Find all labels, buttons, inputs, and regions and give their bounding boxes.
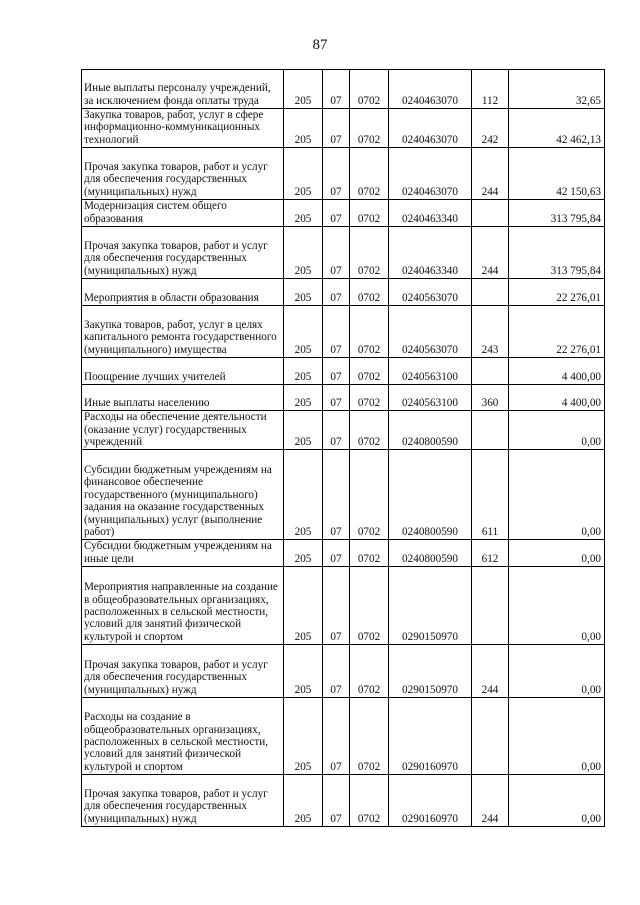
expense-type-code: 112	[472, 70, 509, 109]
table-row	[82, 70, 605, 109]
table-row	[82, 385, 605, 411]
amount: 42 462,13	[509, 109, 605, 148]
amount: 0,00	[509, 540, 605, 567]
section-code: 07	[323, 306, 350, 358]
subsection-code: 0702	[350, 645, 389, 698]
amount: 4 400,00	[509, 385, 605, 411]
expense-name: Мероприятия в области образования	[82, 279, 284, 306]
admin-code: 205	[284, 200, 323, 227]
table-row	[82, 411, 605, 450]
subsection-code: 0702	[350, 200, 389, 227]
expense-type-code: 244	[472, 645, 509, 698]
target-article-code: 0240463340	[389, 200, 472, 227]
target-article-code: 0240463070	[389, 148, 472, 200]
section-code: 07	[323, 698, 350, 775]
admin-code: 205	[284, 540, 323, 567]
subsection-code: 0702	[350, 70, 389, 109]
section-code: 07	[323, 775, 350, 827]
table-row	[82, 227, 605, 279]
target-article-code: 0240463070	[389, 109, 472, 148]
expense-name: Закупка товаров, работ, услуг в целях капитального ремонта государственного (муниципального) имущества	[82, 306, 284, 358]
expense-name: Расходы на создание в общеобразовательных организациях, расположенных в сельской местности, условий для занятий физической культурой и спортом	[82, 698, 284, 775]
expense-name: Мероприятия направленные на создание в общеобразовательных организациях, расположенных в сельской местности, условий для занятий физической культурой и спортом	[82, 567, 284, 645]
target-article-code: 0240563100	[389, 358, 472, 385]
table-row	[82, 200, 605, 227]
target-article-code: 0240563070	[389, 279, 472, 306]
target-article-code: 0290160970	[389, 698, 472, 775]
amount: 0,00	[509, 450, 605, 540]
amount: 0,00	[509, 698, 605, 775]
subsection-code: 0702	[350, 109, 389, 148]
admin-code: 205	[284, 775, 323, 827]
expense-name: Иные выплаты персоналу учреждений, за исключением фонда оплаты труда	[82, 70, 284, 109]
table-row	[82, 450, 605, 540]
table-row	[82, 540, 605, 567]
target-article-code: 0240800590	[389, 450, 472, 540]
table-row	[82, 148, 605, 200]
target-article-code: 0240463340	[389, 227, 472, 279]
expense-name: Субсидии бюджетным учреждениям на финансовое обеспечение государственного (муниципального) задания на оказание государственных (муниципальных) услуг (выполнение работ)	[82, 450, 284, 540]
expense-name: Расходы на обеспечение деятельности (оказание услуг) государственных учреждений	[82, 411, 284, 450]
admin-code: 205	[284, 411, 323, 450]
amount: 0,00	[509, 567, 605, 645]
expense-name: Прочая закупка товаров, работ и услуг для обеспечения государственных (муниципальных) нужд	[82, 227, 284, 279]
expense-type-code: 243	[472, 306, 509, 358]
section-code: 07	[323, 109, 350, 148]
amount: 0,00	[509, 775, 605, 827]
expense-type-code: 244	[472, 148, 509, 200]
subsection-code: 0702	[350, 306, 389, 358]
expense-type-code: 242	[472, 109, 509, 148]
section-code: 07	[323, 385, 350, 411]
table-row	[82, 567, 605, 645]
table-row	[82, 109, 605, 148]
target-article-code: 0290150970	[389, 567, 472, 645]
subsection-code: 0702	[350, 698, 389, 775]
expense-name: Закупка товаров, работ, услуг в сфере информационно-коммуникационных технологий	[82, 109, 284, 148]
amount: 0,00	[509, 645, 605, 698]
expense-type-code	[472, 358, 509, 385]
table-row	[82, 645, 605, 698]
expense-name: Иные выплаты населению	[82, 385, 284, 411]
admin-code: 205	[284, 450, 323, 540]
expense-type-code	[472, 279, 509, 306]
subsection-code: 0702	[350, 148, 389, 200]
amount: 22 276,01	[509, 279, 605, 306]
target-article-code: 0240563100	[389, 385, 472, 411]
admin-code: 205	[284, 227, 323, 279]
section-code: 07	[323, 540, 350, 567]
subsection-code: 0702	[350, 227, 389, 279]
section-code: 07	[323, 279, 350, 306]
section-code: 07	[323, 358, 350, 385]
section-code: 07	[323, 450, 350, 540]
expense-name: Модернизация систем общего образования	[82, 200, 284, 227]
target-article-code: 0290160970	[389, 775, 472, 827]
section-code: 07	[323, 148, 350, 200]
table-row	[82, 306, 605, 358]
section-code: 07	[323, 70, 350, 109]
expense-type-code: 244	[472, 227, 509, 279]
target-article-code: 0240800590	[389, 540, 472, 567]
admin-code: 205	[284, 385, 323, 411]
budget-table	[81, 69, 605, 827]
section-code: 07	[323, 645, 350, 698]
expense-type-code	[472, 411, 509, 450]
amount: 42 150,63	[509, 148, 605, 200]
expense-name: Субсидии бюджетным учреждениям на иные цели	[82, 540, 284, 567]
subsection-code: 0702	[350, 411, 389, 450]
target-article-code: 0240563070	[389, 306, 472, 358]
target-article-code: 0240463070	[389, 70, 472, 109]
expense-type-code: 612	[472, 540, 509, 567]
admin-code: 205	[284, 306, 323, 358]
subsection-code: 0702	[350, 385, 389, 411]
section-code: 07	[323, 411, 350, 450]
admin-code: 205	[284, 279, 323, 306]
expense-type-code: 360	[472, 385, 509, 411]
admin-code: 205	[284, 70, 323, 109]
table-row	[82, 698, 605, 775]
expense-type-code: 244	[472, 775, 509, 827]
subsection-code: 0702	[350, 567, 389, 645]
table-row	[82, 358, 605, 385]
target-article-code: 0240800590	[389, 411, 472, 450]
amount: 313 795,84	[509, 200, 605, 227]
amount: 4 400,00	[509, 358, 605, 385]
admin-code: 205	[284, 148, 323, 200]
admin-code: 205	[284, 645, 323, 698]
page-number: 87	[312, 37, 328, 53]
subsection-code: 0702	[350, 358, 389, 385]
subsection-code: 0702	[350, 450, 389, 540]
admin-code: 205	[284, 109, 323, 148]
expense-name: Прочая закупка товаров, работ и услуг для обеспечения государственных (муниципальных) нужд	[82, 645, 284, 698]
table-row	[82, 279, 605, 306]
expense-name: Поощрение лучших учителей	[82, 358, 284, 385]
admin-code: 205	[284, 698, 323, 775]
subsection-code: 0702	[350, 279, 389, 306]
admin-code: 205	[284, 567, 323, 645]
expense-type-code	[472, 567, 509, 645]
target-article-code: 0290150970	[389, 645, 472, 698]
section-code: 07	[323, 567, 350, 645]
amount: 0,00	[509, 411, 605, 450]
expense-name: Прочая закупка товаров, работ и услуг для обеспечения государственных (муниципальных) нужд	[82, 775, 284, 827]
section-code: 07	[323, 227, 350, 279]
expense-type-code	[472, 200, 509, 227]
amount: 22 276,01	[509, 306, 605, 358]
subsection-code: 0702	[350, 540, 389, 567]
amount: 313 795,84	[509, 227, 605, 279]
amount: 32,65	[509, 70, 605, 109]
expense-type-code	[472, 698, 509, 775]
subsection-code: 0702	[350, 775, 389, 827]
expense-type-code: 611	[472, 450, 509, 540]
admin-code: 205	[284, 358, 323, 385]
expense-name: Прочая закупка товаров, работ и услуг для обеспечения государственных (муниципальных) нужд	[82, 148, 284, 200]
table-row	[82, 775, 605, 827]
section-code: 07	[323, 200, 350, 227]
